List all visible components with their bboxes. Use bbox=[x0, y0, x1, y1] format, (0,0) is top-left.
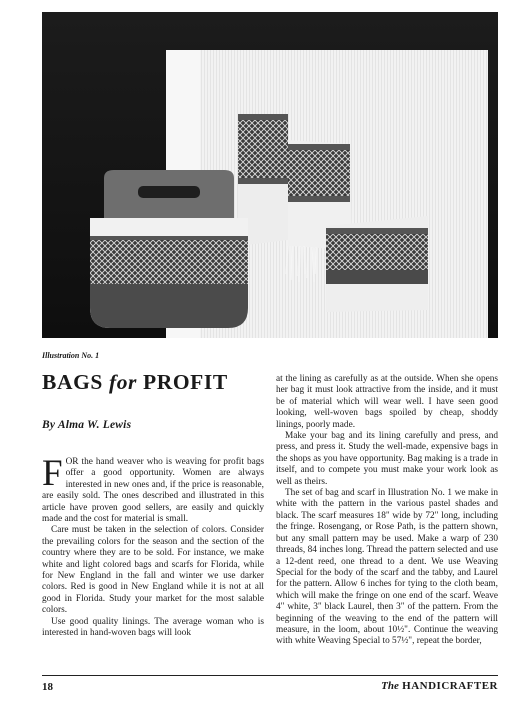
paragraph-5: Make your bag and its lining carefully and press, and press, and press it. Study the well-made, expensive bags in the shops as you have opportunity. Bag making is a trade in itself, and to compete you must make your work look as well as theirs. bbox=[276, 431, 498, 487]
drop-cap: F bbox=[42, 453, 63, 494]
bag-and-scarf-photo bbox=[42, 12, 498, 338]
paragraph-4: at the lining as carefully as at the outside. When she opens her bag it must look attractive from the inside, and it must be of material which will wear well. I have seen good looking, well-woven bags spoiled by cheap, shoddy linings, poorly made. bbox=[276, 374, 498, 430]
left-column bbox=[42, 453, 264, 640]
illustration-photo bbox=[42, 12, 498, 338]
scarf-border-band bbox=[288, 150, 350, 196]
scarf-border-band bbox=[238, 120, 288, 178]
right-column bbox=[276, 374, 498, 648]
paragraph-1: FOR the hand weaver who is weaving for profit bags offer a good opportunity. Women are always interested in new ones and, if the price is reasonable, are easily sold. The ones described and illustrated in this article have proven good sellers, are easily and quickly made and the cost for material is small. bbox=[42, 453, 264, 525]
magazine-name: The HANDICRAFTER bbox=[381, 680, 498, 692]
paragraph-6: The set of bag and scarf in Illustration No. 1 we make in white with the pattern in the various pastel shades and black. The scarf measures 18" wide by 72" long, including the fringe. Rosengang, or Rose Path, is the pattern shown, but any small pattern may be used. Make a warp of 230 threads, 84 inches long. Thread the pattern selected and use a 12-dent reed, one thread to a dent. We use Weaving Special for the body of the scarf and the tabby, and Laurel for the pattern. Allow 6 inches for tying to the cloth beam, which will make the fringe on one end of the scarf. Weave 4" white, 3" black Laurel, then 3" of the pattern. From the beginning of the weaving to the end of the pattern will measure, in the loom, about 10½". Continue the weaving with white Weaving Special to 57½", repeat the border, bbox=[276, 488, 498, 647]
footer-rule bbox=[42, 675, 498, 676]
scarf-border-band bbox=[326, 234, 428, 270]
photo-caption: Illustration No. 1 bbox=[42, 351, 100, 360]
handbag bbox=[90, 170, 248, 328]
bag-handle-slot bbox=[138, 186, 200, 198]
title-part2: PROFIT bbox=[137, 370, 228, 394]
paragraph-2: Care must be taken in the selection of colors. Consider the prevailing colors for the season and the section of the country where they are to be sold. For instance, we make white and light colored bags and scarfs for Florida, while for New England in the fall and winter we use darker colors. Red is good in New England while it is not at all good in Florida. Study your market for the most salable colors. bbox=[42, 525, 264, 616]
paragraph-3: Use good quality linings. The average woman who is interested in hand-woven bags will look bbox=[42, 616, 264, 639]
title-for: for bbox=[108, 370, 138, 394]
article-title bbox=[42, 370, 228, 395]
title-part1: BAGS bbox=[42, 370, 109, 394]
article-author: By Alma W. Lewis bbox=[42, 419, 132, 431]
page-number: 18 bbox=[42, 681, 53, 693]
